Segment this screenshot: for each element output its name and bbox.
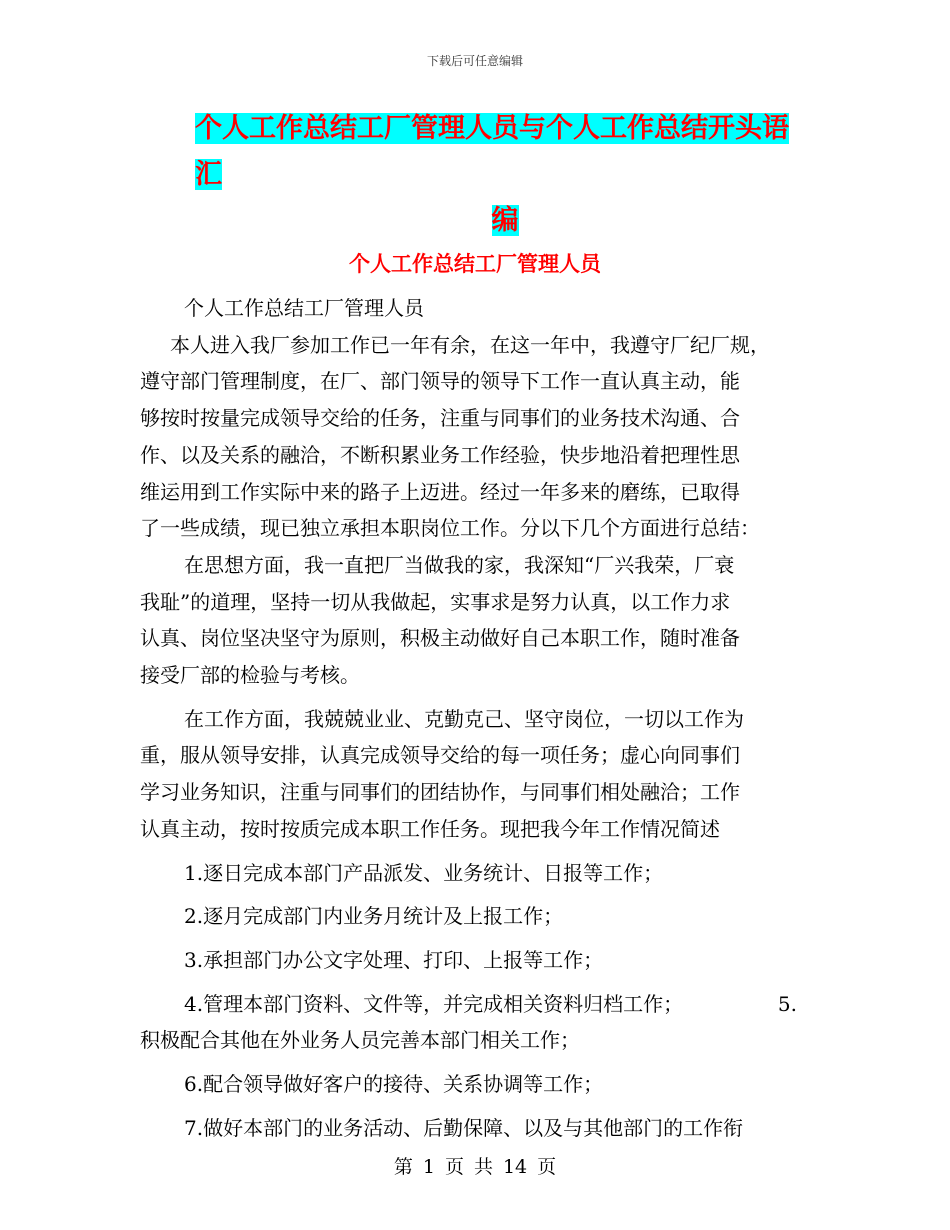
list-item (140, 986, 805, 1059)
list-item-4: 4.管理本部门资料、文件等，并完成相关资料归档工作； (184, 991, 684, 1016)
paragraph-line: 学习业务知识，注重与同事们的团结协作，与同事们相处融洽；工作 (140, 780, 740, 805)
paragraph-line: 了一些成绩，现已独立承担本职岗位工作。分以下几个方面进行总结： (140, 516, 760, 541)
footer-suffix: 页 (537, 1156, 557, 1178)
list-item: 6.配合领导做好客户的接待、关系协调等工作； (184, 1072, 604, 1097)
document-body (140, 290, 805, 1146)
footer-page-number: 1 (422, 1156, 435, 1178)
paragraph-2 (140, 547, 805, 694)
list-item-5-number: 5. (777, 991, 797, 1016)
paragraph-line: 遵守部门管理制度，在厂、部门领导的领导下工作一直认真主动，能 (140, 369, 740, 394)
section-title: 个人工作总结工厂管理人员 (349, 252, 601, 276)
paragraph-line: 认真、岗位坚决坚守为原则，积极主动做好自己本职工作，随时准备 (140, 626, 740, 651)
paragraph-1 (140, 327, 805, 547)
document-title (195, 106, 815, 244)
paragraph-line: 作、以及关系的融洽，不断积累业务工作经验，快步地沿着把理性思 (140, 442, 740, 467)
paragraph-line: 我耻”的道理，坚持一切从我做起，实事求是努力认真，以工作力求 (140, 589, 731, 614)
paragraph-line: 够按时按量完成领导交给的任务，注重与同事们的业务技术沟通、合 (140, 406, 740, 431)
paragraph-line: 维运用到工作实际中来的路子上迈进。经过一年多来的磨练，已取得 (140, 479, 740, 504)
paragraph-line: 接受厂部的检验与考核。 (140, 663, 360, 688)
paragraph-3 (140, 701, 805, 848)
title-line-2: 编 (491, 205, 519, 236)
list-item-5-text: 积极配合其他在外业务人员完善本部门相关工作； (140, 1028, 580, 1053)
footer-total-pages: 14 (502, 1156, 528, 1178)
title-line-1: 个人工作总结工厂管理人员与个人工作总结开头语汇 (195, 113, 789, 190)
page-footer (0, 1152, 950, 1179)
paragraph-line: 认真主动，按时按质完成本职工作任务。现把我今年工作情况简述 (140, 816, 720, 841)
footer-of: 共 (473, 1156, 493, 1178)
page-header: 下载后可任意编辑 (426, 54, 523, 68)
paragraph-line: 本人进入我厂参加工作已一年有余，在这一年中，我遵守厂纪厂规， (170, 332, 770, 357)
sub-heading: 个人工作总结工厂管理人员 (184, 296, 424, 320)
paragraph-line: 重，服从领导安排，认真完成领导交给的每一项任务；虚心向同事们 (140, 743, 740, 768)
paragraph-line: 在工作方面，我兢兢业业、克勤克己、坚守岗位，一切以工作为 (184, 706, 744, 731)
footer-mid: 页 (444, 1156, 464, 1178)
list-item: 2.逐月完成部门内业务月统计及上报工作； (184, 904, 564, 929)
list-item: 3.承担部门办公文字处理、打印、上报等工作； (184, 947, 604, 972)
footer-prefix: 第 (393, 1156, 413, 1178)
list-item: 7.做好本部门的业务活动、后勤保障、以及与其他部门的工作衔 (184, 1115, 744, 1140)
list-item: 1.逐日完成本部门产品派发、业务统计、日报等工作； (184, 860, 664, 885)
paragraph-line: 在思想方面，我一直把厂当做我的家，我深知“厂兴我荣，厂衰 (184, 552, 735, 577)
